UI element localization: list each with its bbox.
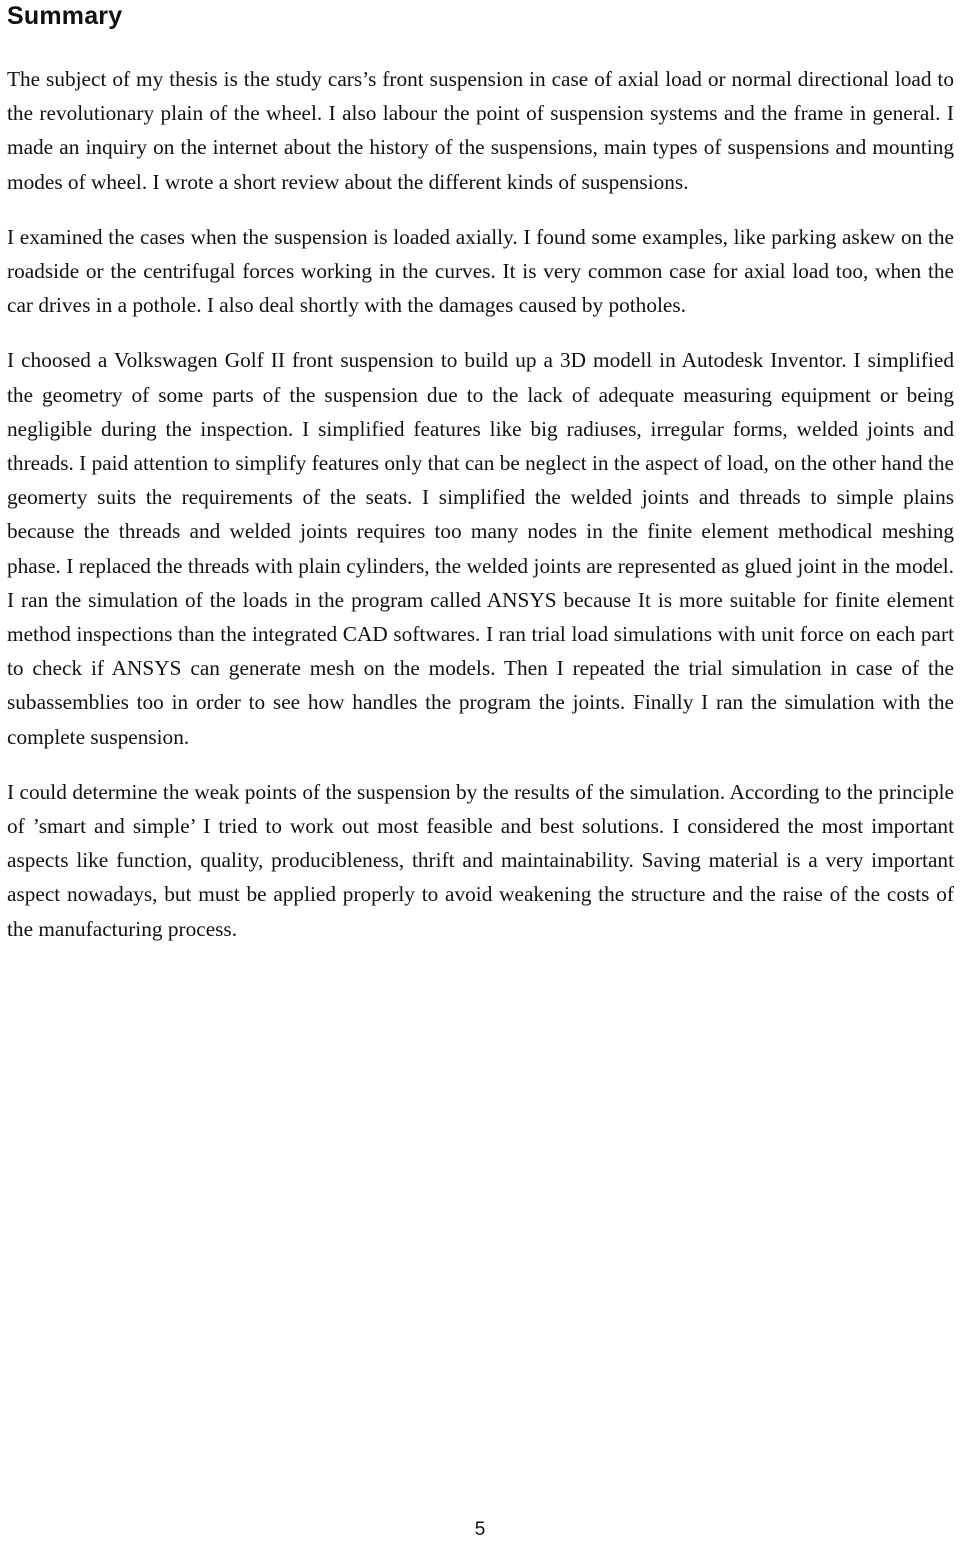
paragraph-modelling-and-simulation: I choosed a Volkswagen Golf II front suspension to build up a 3D modell in Autodesk Inventor. I simplified the geometry of some parts of the suspension due to the lack of adequate measuring equipment or being negligible during the inspection. I simplified features like big radiuses, irregular forms, welded joints and threads. I paid attention to simplify features only that can be neglect in the aspect of load, on the other hand the geomerty suits the requirements of the seats. I simplified the welded joints and threads to simple plains because the threads and welded joints requires too many nodes in the finite element methodical meshing phase. I replaced the threads with plain cylinders, the welded joints are represented as glued joint in the model. I ran the simulation of the loads in the program called ANSYS because It is more suitable for finite element method inspections than the integrated CAD softwares. I ran trial load simulations with unit force on each part to check if ANSYS can generate mesh on the models. Then I repeated the trial simulation in case of the subassemblies too in order to see how handles the program the joints. Finally I ran the simulation with the complete suspension. — [7, 348, 954, 749]
page-number: 5 — [474, 1519, 486, 1540]
paragraph-thesis-subject: The subject of my thesis is the study cars’s front suspension in case of axial load or normal directional load to the revolutionary plain of the wheel. I also labour the point of suspension systems and the frame in general. I made an inquiry on the internet about the history of the suspensions, main types of suspensions and mounting modes of wheel. I wrote a short review about the different kinds of suspensions. — [7, 67, 954, 194]
paragraph-conclusions: I could determine the weak points of the suspension by the results of the simulation. According to the principle of ’smart and simple’ I tried to work out most feasible and best solutions. I considered the most important aspects like function, quality, producibleness, thrift and maintainability. Saving material is a very important aspect nowadays, but must be applied properly to avoid weakening the structure and the raise of the costs of the manufacturing process. — [7, 779, 954, 941]
section-heading: Summary — [7, 2, 123, 30]
paragraph-axial-load-cases: I examined the cases when the suspension is loaded axially. I found some examples, like parking askew on the roadside or the centrifugal forces working in the curves. It is very common case for axial load too, when the car drives in a pothole. I also deal shortly with the damages caused by potholes. — [7, 224, 954, 318]
